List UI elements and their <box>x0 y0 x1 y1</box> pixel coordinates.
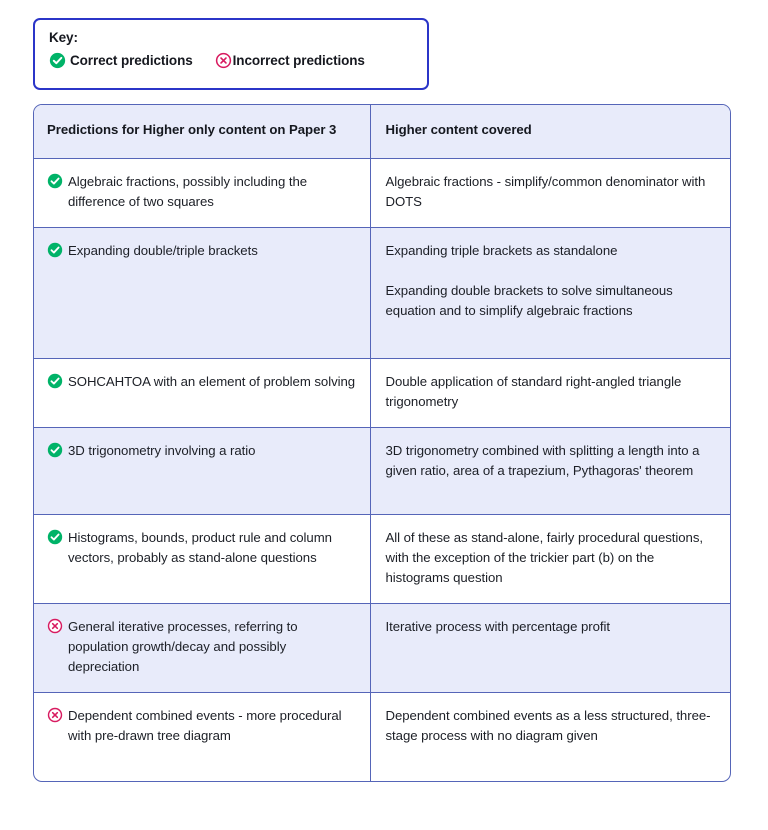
check-circle-icon <box>47 173 63 189</box>
check-circle-icon <box>47 242 63 258</box>
covered-cell <box>370 428 731 515</box>
check-circle-icon <box>47 529 63 545</box>
prediction-cell <box>34 228 370 359</box>
table-header-covered: Higher content covered <box>370 105 731 159</box>
prediction-text: General iterative processes, referring to population growth/decay and possibly depreciation <box>68 619 298 674</box>
covered-text: Expanding triple brackets as standalone <box>385 243 618 258</box>
covered-cell <box>370 359 731 428</box>
key-label-correct: Correct predictions <box>70 53 193 68</box>
covered-text: Expanding double brackets to solve simultaneous equation and to simplify algebraic fractions <box>385 283 673 318</box>
covered-cell <box>370 228 731 359</box>
covered-text: 3D trigonometry combined with splitting a length into a given ratio, area of a trapezium, Pythagoras' theorem <box>385 443 700 478</box>
x-circle-icon <box>215 52 232 69</box>
covered-cell <box>370 515 731 604</box>
table-row <box>34 693 731 781</box>
table-row <box>34 159 731 228</box>
covered-text: All of these as stand-alone, fairly procedural questions, with the exception of the trickier part (b) on the histograms question <box>385 530 703 585</box>
key-legend-box <box>33 18 429 90</box>
prediction-text: 3D trigonometry involving a ratio <box>68 443 256 458</box>
key-items <box>49 52 427 69</box>
prediction-cell <box>34 515 370 604</box>
prediction-text: Histograms, bounds, product rule and column vectors, probably as stand-alone questions <box>68 530 332 565</box>
prediction-text: Expanding double/triple brackets <box>68 243 258 258</box>
key-title: Key: <box>49 30 78 45</box>
check-circle-icon <box>47 373 63 389</box>
predictions-table-wrapper <box>33 104 731 782</box>
covered-text: Iterative process with percentage profit <box>385 619 610 634</box>
table-row <box>34 604 731 693</box>
prediction-text: Algebraic fractions, possibly including the difference of two squares <box>68 174 308 209</box>
x-circle-icon <box>47 618 63 634</box>
table-header-row <box>34 105 731 159</box>
covered-cell <box>370 159 731 228</box>
table-header-predictions: Predictions for Higher only content on Paper 3 <box>34 105 370 159</box>
covered-cell <box>370 693 731 781</box>
key-item-incorrect <box>215 52 365 69</box>
table-row <box>34 228 731 359</box>
predictions-table <box>34 105 731 781</box>
prediction-text: SOHCAHTOA with an element of problem solving <box>68 374 356 389</box>
prediction-text: Dependent combined events - more procedural with pre-drawn tree diagram <box>68 708 342 743</box>
check-circle-icon <box>49 52 66 69</box>
prediction-cell <box>34 159 370 228</box>
key-item-correct <box>49 52 193 69</box>
covered-cell <box>370 604 731 693</box>
prediction-cell <box>34 693 370 781</box>
prediction-cell <box>34 359 370 428</box>
table-row <box>34 515 731 604</box>
covered-text: Double application of standard right-angled triangle trigonometry <box>385 374 682 409</box>
covered-text: Dependent combined events as a less structured, three-stage process with no diagram given <box>385 708 711 743</box>
covered-text: Algebraic fractions - simplify/common denominator with DOTS <box>385 174 706 209</box>
key-label-incorrect: Incorrect predictions <box>232 53 365 68</box>
table-row <box>34 428 731 515</box>
check-circle-icon <box>47 442 63 458</box>
prediction-cell <box>34 604 370 693</box>
table-row <box>34 359 731 428</box>
x-circle-icon <box>47 707 63 723</box>
prediction-cell <box>34 428 370 515</box>
